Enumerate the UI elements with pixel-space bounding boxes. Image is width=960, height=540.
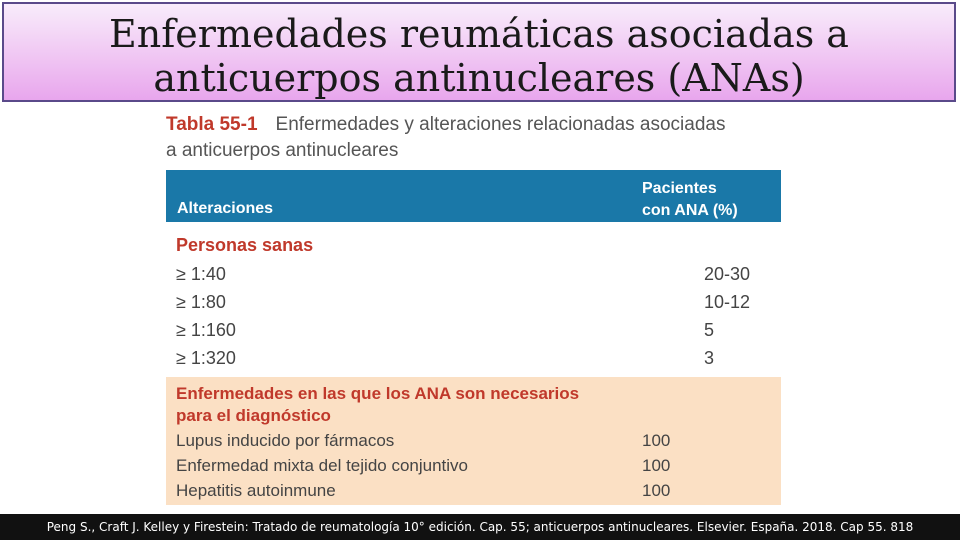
table-caption-line-2: a anticuerpos antinucleares [166,140,399,161]
table-label: Tabla 55-1 [166,114,258,135]
row-label: ≥ 1:40 [176,264,226,284]
table-row [176,320,771,348]
table-row [176,348,771,376]
table-row [176,481,771,505]
header-pacientes [642,178,738,222]
table-header [166,170,781,222]
row-value: 100 [642,431,671,450]
diagnostic-title-line-1: Enfermedades en las que los ANA son necesarios [176,384,580,403]
table-caption [166,112,725,164]
header-pacientes-line-1: Pacientes [642,180,717,197]
row-label: Hepatitis autoinmune [176,481,336,500]
row-value: 100 [642,456,671,475]
diagnostic-section-title [176,383,616,427]
diagnostic-section [166,377,781,505]
healthy-section-title: Personas sanas [176,235,314,255]
slide-title-box [2,2,956,102]
row-label: Enfermedad mixta del tejido conjuntivo [176,456,468,475]
slide-title-line-2: anticuerpos antinucleares (ANAs) [153,56,805,100]
header-pacientes-line-2: con ANA (%) [642,202,738,219]
table-row [176,292,771,320]
table-row [176,431,771,455]
slide-title-line-1: Enfermedades reumáticas asociadas a [109,12,849,56]
row-value: 3 [704,348,715,368]
diagnostic-title-line-2: para el diagnóstico [176,406,331,425]
table-row [176,456,771,480]
row-label: ≥ 1:160 [176,320,236,340]
row-label: ≥ 1:80 [176,292,226,312]
healthy-section [166,222,781,377]
citation-footer: Peng S., Craft J. Kelley y Firestein: Tratado de reumatología 10° edición. Cap. 55; anticuerpos antinucleares. Elsevier. España. 2018. Cap 55. 818 [0,514,960,540]
table-caption-line-1: Enfermedades y alteraciones relacionadas asociadas [275,114,726,135]
row-value: 5 [704,320,715,340]
table-row [176,264,771,292]
row-label: Lupus inducido por fármacos [176,431,395,450]
row-value: 100 [642,481,671,500]
row-value: 20-30 [704,264,751,284]
header-alteraciones: Alteraciones [177,200,274,217]
row-value: 10-12 [704,292,751,312]
row-label: ≥ 1:320 [176,348,236,368]
